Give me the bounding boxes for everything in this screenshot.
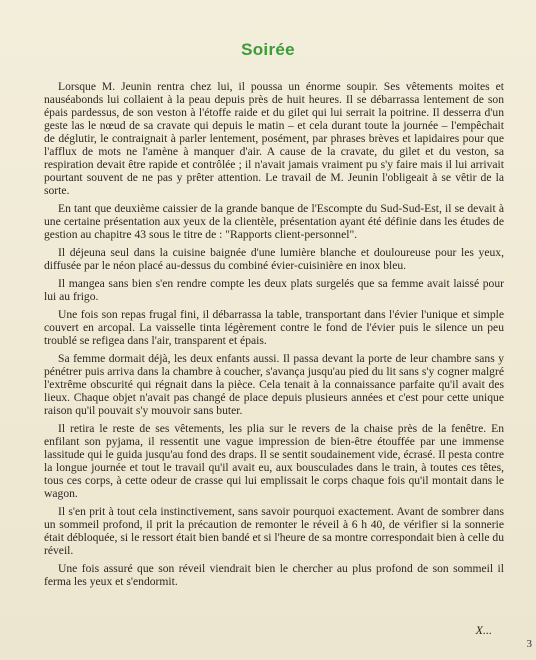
article-body	[44, 80, 504, 593]
author-signature: X...	[475, 623, 492, 637]
page-number: 3	[526, 638, 532, 650]
paragraph: Il déjeuna seul dans la cuisine baignée d'une lumière blanche et douloureuse pour les yeux, diffusée par le néon placé au-dessus du combiné évier-cuisinière en inox bleu.	[44, 246, 504, 272]
paragraph: Une fois son repas frugal fini, il débarrassa la table, transportant dans l'évier l'unique et simple couvert en arcopal. La vaisselle tinta légèrement contre le fond de l'évier puis le silence un peu troublé se refigea dans l'air, transparent et épais.	[44, 308, 504, 347]
paragraph: Il mangea sans bien s'en rendre compte les deux plats surgelés que sa femme avait laissé pour lui au frigo.	[44, 277, 504, 303]
paragraph: Une fois assuré que son réveil viendrait bien le chercher au plus profond de son sommeil il ferma les yeux et s'endormit.	[44, 562, 504, 588]
paragraph: Il retira le reste de ses vêtements, les plia sur le revers de la chaise près de la fenêtre. En enfilant son pyjama, il ressentit une vague impression de bien-être étouffée par une immense lassitude qui le guida jusqu'au fond des draps. Il se sentit soudainement vide, écrasé. Il pesta contre la longue journée et tout le travail qu'il avait eu, aux bousculades dans le train, à toutes ces têtes, tous ces corps, à cette odeur de crasse qui lui emplissait le corps chaque fois qu'il montait dans le wagon.	[44, 422, 504, 500]
paragraph: En tant que deuxième caissier de la grande banque de l'Escompte du Sud-Sud-Est, il se devait à une certaine présentation aux yeux de la clientèle, présentation ayant été définie dans les études de gestion au chapitre 43 sous le titre de : "Rapports client-personnel".	[44, 202, 504, 241]
paragraph: Il s'en prit à tout cela instinctivement, sans savoir pourquoi exactement. Avant de sombrer dans un sommeil profond, il prit la précaution de remonter le réveil à 6 h 40, de vérifier si la sonnerie était débloquée, si le ressort était bien bandé et si l'heure de sa montre correspondait bien à celle du réveil.	[44, 505, 504, 557]
paragraph: Sa femme dormait déjà, les deux enfants aussi. Il passa devant la porte de leur chambre sans y pénétrer puis arriva dans la chambre à coucher, s'avança jusqu'au pied du lit sans s'y cogner malgré l'extrême obscurité qui régnait dans la pièce. Cela tenait à la connaissance parfaite qu'il avait des lieux. Chaque objet n'avait pas changé de place depuis plusieurs années et c'est pour cette unique raison qu'il pouvait s'y mouvoir sans buter.	[44, 352, 504, 417]
page-title: Soirée	[241, 40, 295, 59]
paragraph: Lorsque M. Jeunin rentra chez lui, il poussa un énorme soupir. Ses vêtements moites et nauséabonds lui collaient à la peau depuis près de huit heures. Il se débarrassa lentement de son épais pardessus, de son veston à l'étoffe raide et du gilet qui lui serrait la poitrine. Il desserra d'un geste las le nœud de sa cravate qui depuis le matin – et cela durant toute la journée – l'empêchait de déglutir, le contraignait à parler lentement, posément, par phrases brèves et lapidaires pour que l'afflux de mots ne l'amène à manquer d'air. A cause de la cravate, du gilet et du veston, sa respiration devait être rapide et contrôlée ; il n'avait jamais vraiment pu s'y faire mais il lui arrivait pourtant souvent de ne pas y prêter attention. Le travail de M. Jeunin l'obligeait à se vêtir de la sorte.	[44, 80, 504, 197]
